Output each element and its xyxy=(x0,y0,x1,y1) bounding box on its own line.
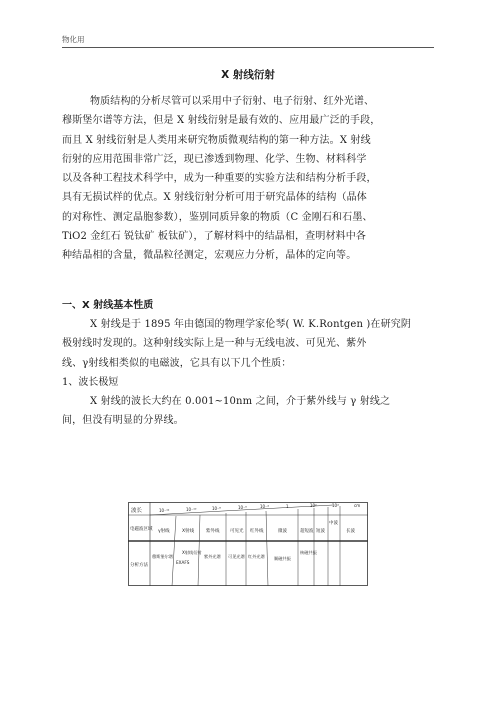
method-label: EXAFS xyxy=(176,560,190,565)
scale-tick: 10⁻¹² xyxy=(159,508,170,513)
scale-tick: 10⁴ xyxy=(332,503,339,508)
row-label: 电磁波区域 xyxy=(130,527,153,532)
scale-tick: cm xyxy=(354,503,361,508)
method-label: 红外光谱 xyxy=(248,554,265,559)
text-line: 种结晶相的含量，微晶粒径测定，宏观应力分析，晶体的定向等。 xyxy=(62,250,357,262)
row-label: 波长 xyxy=(131,508,143,514)
region-label: 中波 xyxy=(329,521,338,526)
method-label: 紫外光谱 xyxy=(204,554,221,559)
region-label: 长波 xyxy=(346,529,355,534)
scale-tick: 10⁻⁴ xyxy=(260,504,269,509)
page-header: 物化用 xyxy=(62,35,85,44)
text-line: 穆斯堡尔谱等方法，但是 X 射线衍射是最有效的、应用最广泛的手段， xyxy=(62,115,381,127)
text-line: 极射线时发现的。这种射线实际上是一种与无线电波、可见光、紫外 xyxy=(62,338,367,350)
text-line: 以及各种工程技术科学中，成为一种重要的实验方法和结构分析手段， xyxy=(62,173,377,185)
region-label: 紫外线 xyxy=(206,529,220,534)
text-line: 的对称性、测定晶胞参数），鉴别同质异象的物质（C 金刚石和石墨、 xyxy=(62,211,373,223)
region-label: 红外线 xyxy=(250,529,264,534)
spectrum-figure xyxy=(128,502,368,586)
region-label: 超短波 xyxy=(300,529,314,534)
method-label: 核磁共振 xyxy=(300,550,317,555)
region-label: 短波 xyxy=(316,529,325,534)
text-line: 具有无损试样的优点。X 射线衍射分析可用于研究晶体的结构（晶体 xyxy=(62,192,367,204)
text-line: X 射线是于 1895 年由德国的物理学家伦琴( W. K.Rontgen )在研究阴 xyxy=(90,319,412,330)
region-label: 微波 xyxy=(278,529,287,534)
text-line: 线、γ射线相类似的电磁波，它具有以下几个性质： xyxy=(62,357,292,369)
xray-history-paragraph xyxy=(62,315,434,373)
method-label: 顺磁共振 xyxy=(274,556,291,561)
text-line: 而且 X 射线衍射是人类用来研究物质微观结构的第一种方法。X 射线 xyxy=(62,134,371,146)
scale-tick: 10⁻¹⁰ xyxy=(186,507,197,512)
row-label: 分析方法 xyxy=(130,563,148,568)
intro-paragraph xyxy=(62,92,434,266)
region-label: X射线 xyxy=(182,529,195,534)
text-line: X 射线的波长大约在 0.001~10nm 之间，介于紫外线与 γ 射线之 xyxy=(90,396,391,407)
method-label: 穆斯堡尔谱 xyxy=(152,554,173,559)
text-line: 间，但没有明显的分界线。 xyxy=(62,415,184,427)
section-heading: 一、X 射线基本性质 xyxy=(62,300,154,311)
header-rule xyxy=(62,47,434,48)
wavelength-paragraph xyxy=(62,392,434,431)
method-label: X射线衍射 xyxy=(182,550,202,555)
region-label: 可见光 xyxy=(230,529,244,534)
scale-tick: 1 xyxy=(286,504,289,509)
text-line: TiO2 金红石 锐钛矿 板钛矿），了解材料中的结晶相，查明材料中各 xyxy=(62,231,367,243)
region-label: γ射线 xyxy=(158,529,170,534)
scale-tick: 10⁻⁶ xyxy=(238,505,247,510)
method-label: 可见光谱 xyxy=(228,554,245,559)
scale-tick: 10² xyxy=(310,503,317,508)
text-line: 衍射的应用范围非常广泛，现已渗透到物理、化学、生物、材料科学 xyxy=(62,153,367,165)
subsection-heading: 1、波长极短 xyxy=(62,377,119,388)
scale-tick: 10⁻⁸ xyxy=(212,506,221,511)
page-title: X 射线衍射 xyxy=(221,69,275,81)
text-line: 物质结构的分析尽管可以采用中子衍射、电子衍射、红外光谱、 xyxy=(90,96,375,107)
